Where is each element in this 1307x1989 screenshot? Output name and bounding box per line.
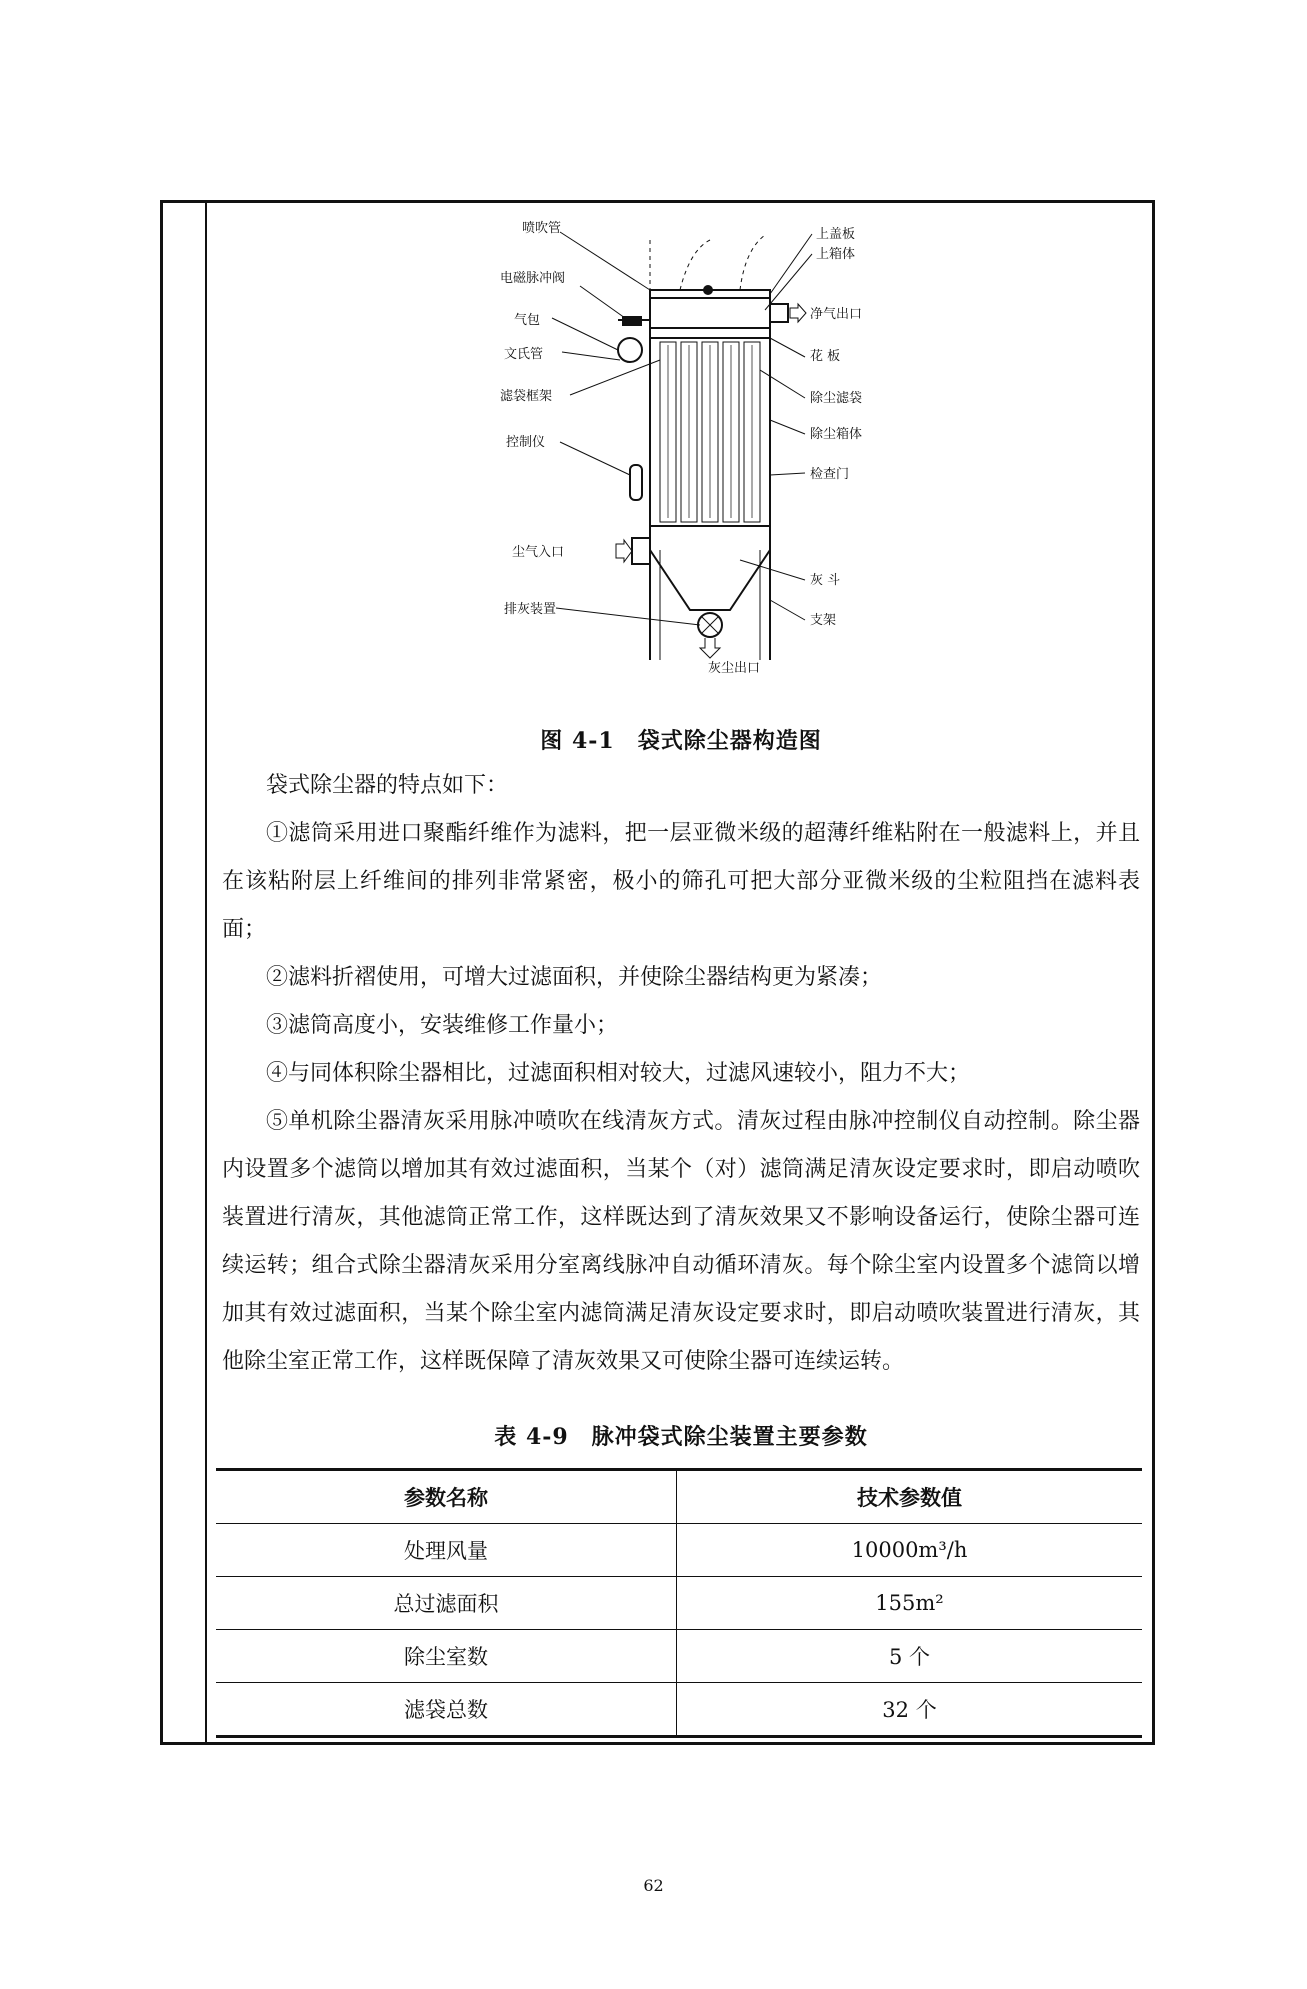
hopper-shape bbox=[650, 526, 770, 610]
param-value: 32 个 bbox=[677, 1683, 1143, 1737]
feature-2: ②滤料折褶使用，可增大过滤面积，并使除尘器结构更为紧凑； bbox=[266, 965, 883, 990]
table-row bbox=[216, 1683, 1142, 1737]
param-name: 总过滤面积 bbox=[216, 1577, 677, 1630]
param-name: 处理风量 bbox=[216, 1524, 677, 1577]
table-caption: 表 4-9 脉冲袋式除尘装置主要参数 bbox=[494, 1424, 868, 1450]
label-upper-box: 上箱体 bbox=[816, 247, 856, 262]
label-spray-pipe: 喷吹管 bbox=[522, 221, 562, 236]
label-dust-outlet: 灰尘出口 bbox=[708, 661, 761, 676]
label-tube-plate: 花 板 bbox=[810, 349, 841, 364]
feature-1: ①滤筒采用进口聚酯纤维作为滤料，把一层亚微米级的超薄纤维粘附在一般滤料上，并且在该粘附层上纤维间的排列非常紧密，极小的筛孔可把大部分亚微米级的尘粒阻挡在滤料表面； bbox=[222, 821, 1140, 942]
table-row bbox=[216, 1524, 1142, 1577]
controller-shape bbox=[630, 465, 642, 500]
param-name: 除尘室数 bbox=[216, 1630, 677, 1683]
air-bag-shape bbox=[618, 338, 642, 362]
label-controller: 控制仪 bbox=[506, 435, 546, 450]
feature-4: ④与同体积除尘器相比，过滤面积相对较大，过滤风速较小，阻力不大； bbox=[266, 1061, 971, 1086]
label-top-cover: 上盖板 bbox=[816, 227, 856, 242]
label-solenoid-valve: 电磁脉冲阀 bbox=[500, 271, 566, 286]
param-value: 5 个 bbox=[677, 1630, 1143, 1683]
table-row bbox=[216, 1577, 1142, 1630]
label-inspection-door: 检查门 bbox=[810, 467, 850, 482]
intro-paragraph: 袋式除尘器的特点如下： bbox=[266, 773, 509, 798]
table-header-row bbox=[216, 1470, 1142, 1524]
label-clean-outlet: 净气出口 bbox=[810, 307, 863, 322]
label-air-bag: 气包 bbox=[514, 313, 541, 328]
header-param-value: 技术参数值 bbox=[677, 1470, 1143, 1524]
table-row bbox=[216, 1630, 1142, 1683]
bag-filter-diagram bbox=[500, 220, 920, 690]
label-support: 支架 bbox=[810, 613, 837, 628]
figure-caption: 图 4-1 袋式除尘器构造图 bbox=[540, 728, 822, 754]
param-value: 155m² bbox=[677, 1577, 1143, 1630]
feature-3: ③滤筒高度小，安装维修工作量小； bbox=[266, 1013, 619, 1038]
label-hopper: 灰 斗 bbox=[810, 573, 841, 588]
label-filter-bag: 除尘滤袋 bbox=[810, 391, 863, 406]
label-discharge-device: 排灰装置 bbox=[504, 602, 557, 617]
upper-box-shape bbox=[650, 298, 770, 328]
param-value: 10000m³/h bbox=[677, 1524, 1143, 1577]
feature-5: ⑤单机除尘器清灰采用脉冲喷吹在线清灰方式。清灰过程由脉冲控制仪自动控制。除尘器内设置多个滤筒以增加其有效过滤面积，当某个（对）滤筒满足清灰设定要求时，即启动喷吹装置进行清灰，其他滤筒正常工作，这样既达到了清灰效果又不影响设备运行，使除尘器可连续运转；组合式除尘器清灰采用分室离线脉冲自动循环清灰。每个除尘室内设置多个滤筒以增加其有效过滤面积，当某个除尘室内滤筒满足清灰设定要求时，即启动喷吹装置进行清灰，其他除尘室正常工作，这样既保障了清灰效果又可使除尘器可连续运转。 bbox=[222, 1109, 1140, 1374]
page-number: 62 bbox=[643, 1876, 664, 1895]
label-dust-inlet: 尘气入口 bbox=[512, 545, 565, 560]
param-name: 滤袋总数 bbox=[216, 1683, 677, 1737]
label-bag-frame: 滤袋框架 bbox=[500, 389, 553, 404]
params-table bbox=[216, 1468, 1142, 1738]
header-param-name: 参数名称 bbox=[216, 1470, 677, 1524]
frame-divider bbox=[205, 203, 207, 1742]
label-dust-box: 除尘箱体 bbox=[810, 427, 863, 442]
label-venturi: 文氏管 bbox=[504, 347, 544, 362]
